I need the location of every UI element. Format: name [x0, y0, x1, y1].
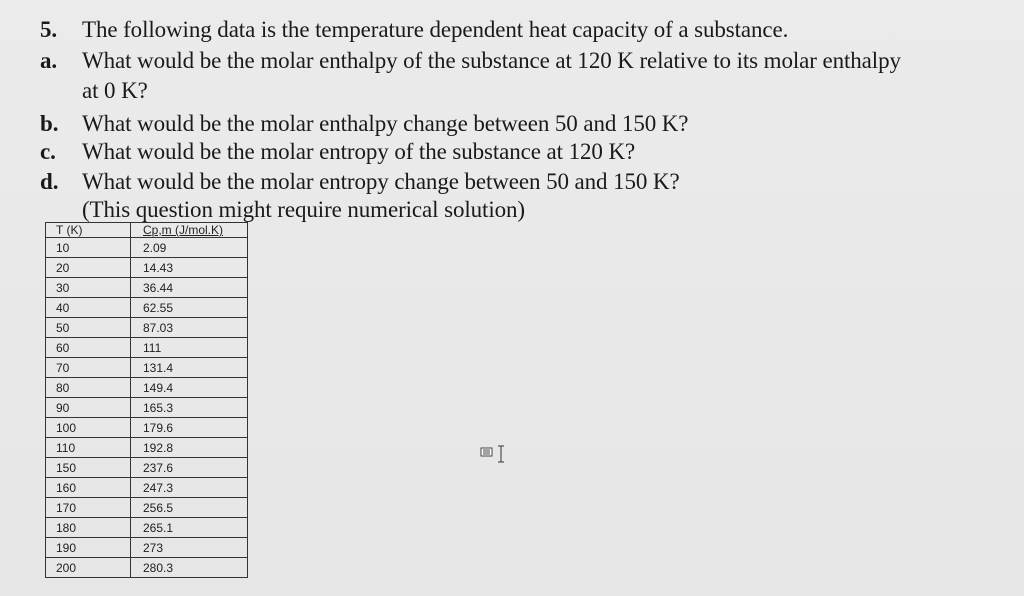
table-row [46, 238, 248, 258]
temperature-cell: 20 [46, 258, 131, 278]
table-row [46, 458, 248, 478]
part-c [40, 138, 635, 166]
temperature-cell: 150 [46, 458, 131, 478]
table-header-row [46, 223, 248, 238]
table-row [46, 338, 248, 358]
part-a-text: What would be the molar enthalpy of the substance at 120 K relative to its molar enthalpy [82, 48, 901, 73]
table-row [46, 258, 248, 278]
part-b-label: b. [40, 111, 59, 136]
heat-capacity-cell: 192.8 [131, 438, 248, 458]
part-d-label: d. [40, 169, 59, 194]
question-number: 5. [40, 17, 58, 42]
heat-capacity-cell: 131.4 [131, 358, 248, 378]
table-row [46, 358, 248, 378]
part-b-text: What would be the molar enthalpy change between 50 and 150 K? [82, 111, 689, 136]
temperature-cell: 40 [46, 298, 131, 318]
part-a-continued [82, 77, 148, 105]
heat-capacity-cell: 165.3 [131, 398, 248, 418]
question-intro [40, 16, 788, 44]
table-row [46, 518, 248, 538]
table-row [46, 558, 248, 578]
heat-capacity-cell: 247.3 [131, 478, 248, 498]
heat-capacity-cell: 62.55 [131, 298, 248, 318]
temperature-cell: 110 [46, 438, 131, 458]
table-row [46, 418, 248, 438]
temperature-cell: 190 [46, 538, 131, 558]
temperature-cell: 90 [46, 398, 131, 418]
heat-capacity-cell: 87.03 [131, 318, 248, 338]
temperature-cell: 170 [46, 498, 131, 518]
table-row [46, 398, 248, 418]
table-row [46, 538, 248, 558]
heat-capacity-cell: 256.5 [131, 498, 248, 518]
table-row [46, 318, 248, 338]
temperature-cell: 200 [46, 558, 131, 578]
header-temperature: T (K) [46, 223, 131, 238]
heat-capacity-table [45, 222, 248, 578]
heat-capacity-cell: 280.3 [131, 558, 248, 578]
question-note-text: (This question might require numerical solution) [82, 197, 525, 222]
question-intro-text: The following data is the temperature dependent heat capacity of a substance. [82, 17, 789, 42]
part-d-text: What would be the molar entropy change between 50 and 150 K? [82, 169, 680, 194]
table-row [46, 298, 248, 318]
part-c-text: What would be the molar entropy of the substance at 120 K? [82, 139, 636, 164]
part-a [40, 47, 901, 75]
temperature-cell: 160 [46, 478, 131, 498]
question-note [82, 196, 525, 224]
heat-capacity-cell: 179.6 [131, 418, 248, 438]
table-row [46, 278, 248, 298]
table-row [46, 378, 248, 398]
heat-capacity-cell: 265.1 [131, 518, 248, 538]
temperature-cell: 50 [46, 318, 131, 338]
heat-capacity-cell: 111 [131, 338, 248, 358]
heat-capacity-cell: 36.44 [131, 278, 248, 298]
part-a-text-line2: at 0 K? [82, 78, 148, 103]
part-b [40, 110, 688, 138]
part-d [40, 168, 680, 196]
heat-capacity-cell: 14.43 [131, 258, 248, 278]
temperature-cell: 80 [46, 378, 131, 398]
text-cursor-icon [480, 445, 510, 463]
heat-capacity-cell: 2.09 [131, 238, 248, 258]
temperature-cell: 100 [46, 418, 131, 438]
table-row [46, 438, 248, 458]
temperature-cell: 180 [46, 518, 131, 538]
heat-capacity-cell: 273 [131, 538, 248, 558]
temperature-cell: 10 [46, 238, 131, 258]
table-row [46, 498, 248, 518]
table-row [46, 478, 248, 498]
temperature-cell: 70 [46, 358, 131, 378]
table-body [46, 238, 248, 578]
part-a-label: a. [40, 48, 58, 73]
heat-capacity-cell: 237.6 [131, 458, 248, 478]
heat-capacity-cell: 149.4 [131, 378, 248, 398]
temperature-cell: 30 [46, 278, 131, 298]
part-c-label: c. [40, 139, 56, 164]
temperature-cell: 60 [46, 338, 131, 358]
header-heat-capacity: Cp,m (J/mol.K) [131, 223, 248, 238]
